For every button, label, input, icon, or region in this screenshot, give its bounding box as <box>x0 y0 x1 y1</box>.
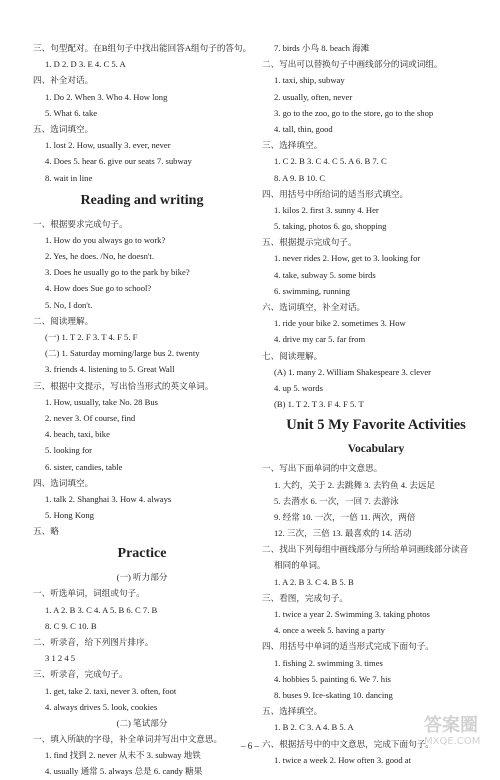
question-heading: 二、找出下列每组中画线部分与所给单词画线部分读音 <box>262 544 469 555</box>
answer-line: 1. C 2. B 3. C 4. C 5. A 6. B 7. C <box>274 156 387 167</box>
answer-line: 1. kilos 2. first 3. sunny 4. Her <box>274 204 379 215</box>
question-heading: 三、看图，完成句子。 <box>262 592 348 603</box>
answer-line: 1. never rides 2. How, get to 3. looking for <box>274 253 421 264</box>
answer-line: 1. ride your bike 2. sometimes 3. How <box>274 318 406 329</box>
answer-line: 相同的单词。 <box>274 560 326 571</box>
answer-line: 5. looking for <box>45 445 93 456</box>
answer-line: (B) 1. T 2. T 3. F 4. F 5. T <box>274 399 364 410</box>
left-column <box>33 40 251 780</box>
answer-line: 4. beach, taxi, bike <box>45 429 110 440</box>
answer-line: 5. 去潜水 6. 一次，一回 7. 去游泳 <box>274 495 399 506</box>
answer-line: 1. B 2. C 3. A 4. B 5. A <box>274 722 354 733</box>
heading-vocabulary: Vocabulary <box>347 443 405 456</box>
question-heading: 五、根据提示完成句子。 <box>262 237 357 248</box>
answer-line: 12. 三次，三倍 13. 最喜欢的 14. 活动 <box>274 528 412 539</box>
answer-line: 8. A 9. B 10. C <box>274 172 326 183</box>
question-heading: 三、句型配对。在B组句子中找出能回答A组句子的答句。 <box>33 43 252 53</box>
answer-line: 4. take, subway 5. some birds <box>274 269 376 280</box>
question-heading: 三、选择填空。 <box>262 140 323 151</box>
section-review-answers <box>33 40 251 186</box>
question-heading: 五、选择填空。 <box>262 706 323 717</box>
question-heading: 三、听录音，完成句子。 <box>33 669 128 680</box>
answer-line: 4. tall, thin, good <box>274 123 333 134</box>
heading-unit-5: Unit 5 My Favorite Activities <box>286 417 466 434</box>
answer-line: 5. No, I don't. <box>45 299 93 310</box>
answer-line: 2. never 3. Of course, find <box>45 412 136 423</box>
question-heading: 一、写出下面单词的中文意思。 <box>262 463 383 474</box>
answer-line: 3 1 2 4 5 <box>45 653 76 664</box>
answer-line: 4. drive my car 5. far from <box>274 334 366 345</box>
question-heading: 一、填入所缺的字母，补全单词并写出中文意思。 <box>33 733 223 744</box>
watermark-top: 答案圈 <box>424 715 478 736</box>
answer-line: (A) 1. many 2. William Shakespeare 3. clever <box>274 366 431 377</box>
answer-line: 5. Hong Kong <box>45 510 94 521</box>
answer-line: 9. 经常 10. 一次，一倍 11. 两次，两倍 <box>274 511 416 522</box>
answer-line: 1. A 2. B 3. C 4. B 5. B <box>274 576 354 587</box>
answer-line: 1. taxi, ship, subway <box>274 75 345 86</box>
heading-reading-and-writing: Reading and writing <box>80 192 204 208</box>
section-practice-continued <box>262 40 490 412</box>
answer-line: 3. go to the zoo, go to the store, go to the shop <box>274 107 434 118</box>
question-heading: 一、听选单词，词组或句子。 <box>33 588 145 599</box>
answer-line: 8. C 9. C 10. B <box>45 620 97 631</box>
answer-line: 4. always drives 5. look, cookies <box>45 701 158 712</box>
right-column <box>262 40 490 768</box>
heading-practice: Practice <box>117 546 167 562</box>
answer-line: 3. Does he usually go to the park by bike? <box>45 267 190 278</box>
answer-line: 1. How do you always go to work? <box>45 234 166 245</box>
answer-line: 1. twice a week 2. How often 3. good at <box>274 754 411 765</box>
answer-line: 4. How does Sue go to school? <box>45 283 152 294</box>
answer-line: (一) 1. T 2. F 3. T 4. F 5. F <box>45 332 138 342</box>
section-listening-answers <box>33 585 251 715</box>
answer-line: 4. up 5. words <box>274 382 323 393</box>
answer-line: 7. birds 小鸟 8. beach 海滩 <box>274 43 370 53</box>
answer-line: 4. once a week 5. having a party <box>274 625 385 636</box>
question-heading: 四、用括号中所给词的适当形式填空。 <box>262 188 409 199</box>
answer-line: 6. swimming, running <box>274 285 350 296</box>
answer-line: 1. twice a year 2. Swimming 3. taking photos <box>274 609 430 619</box>
answer-line: 5. taking, photos 6. go, shopping <box>274 221 387 232</box>
question-heading: 六、根据括号中的中文意思，完成下面句子。 <box>262 738 434 749</box>
question-heading: 六、选词填空，补全对话。 <box>262 302 366 312</box>
answer-line: 4. Does 5. hear 6. give our seats 7. subway <box>45 156 192 167</box>
answer-line: 1. 大约，关于 2. 去跳舞 3. 去钓鱼 4. 去远足 <box>274 479 436 490</box>
section-written-answers <box>33 731 251 780</box>
answer-line: 2. usually, often, never <box>274 91 353 102</box>
question-heading: 五、略 <box>33 526 59 537</box>
answer-line: 1. talk 2. Shanghai 3. How 4. always <box>45 493 172 504</box>
watermark-bottom: MXQE.COM <box>424 736 481 747</box>
page-number: – 6 – <box>241 741 259 751</box>
answer-line: 3. friends 4. listening to 5. Great Wall <box>45 364 175 375</box>
subheading-written: (二) 笔试部分 <box>116 717 168 728</box>
answer-line: 8. buses 9. Ice-skating 10. dancing <box>274 689 393 700</box>
answer-line: 1. find 找到 2. never 从未不 3. subway 地铁 <box>45 750 201 761</box>
watermark-logo <box>424 716 492 752</box>
answer-line: 1. Do 2. When 3. Who 4. How long <box>45 91 168 102</box>
question-heading: 二、听录音，给下列图片排序。 <box>33 637 154 647</box>
answer-line: 1. A 2. B 3. C 4. A 5. B 6. C 7. B <box>45 604 158 615</box>
answer-line: 1. lost 2. How, usually 3. ever, never <box>45 140 171 151</box>
question-heading: 七、阅读理解。 <box>262 350 323 361</box>
answer-line: 4. usually 通常 5. always 总是 6. candy 糖果 <box>45 766 203 777</box>
question-heading: 二、写出可以替换句子中画线部分的词或词组。 <box>262 59 443 70</box>
subheading-listening: (一) 听力部分 <box>116 572 168 583</box>
answer-line: 8. wait in line <box>45 172 93 183</box>
answer-line: 2. Yes, he does. /No, he doesn't. <box>45 251 154 262</box>
answer-line: (二) 1. Saturday morning/large bus 2. twenty <box>45 348 200 359</box>
question-heading: 四、用括号中单词的适当形式完成下面句子。 <box>262 641 434 652</box>
answer-line: 1. How, usually, take No. 28 Bus <box>45 396 158 407</box>
question-heading: 五、选词填空。 <box>33 123 94 134</box>
question-heading: 一、根据要求完成句子。 <box>33 218 128 229</box>
question-heading: 四、补全对话。 <box>33 75 94 86</box>
answer-line: 5. What 6. take <box>45 107 98 118</box>
answer-line: 1. get, take 2. taxi, never 3. often, foot <box>45 685 177 696</box>
question-heading: 二、阅读理解。 <box>33 315 94 326</box>
question-heading: 四、选词填空。 <box>33 477 94 488</box>
answer-line: 1. fishing 2. swimming 3. times <box>274 657 383 668</box>
answer-line: 1. D 2. D 3. E 4. C 5. A <box>45 59 126 70</box>
answer-line: 4. hobbies 5. painting 6. We 7. his <box>274 673 391 684</box>
answer-line: 6. sister, candies, table <box>45 461 123 472</box>
question-heading: 三、根据中文提示，写出恰当形式的英文单词。 <box>33 380 214 391</box>
section-reading-writing-answers <box>33 216 251 540</box>
